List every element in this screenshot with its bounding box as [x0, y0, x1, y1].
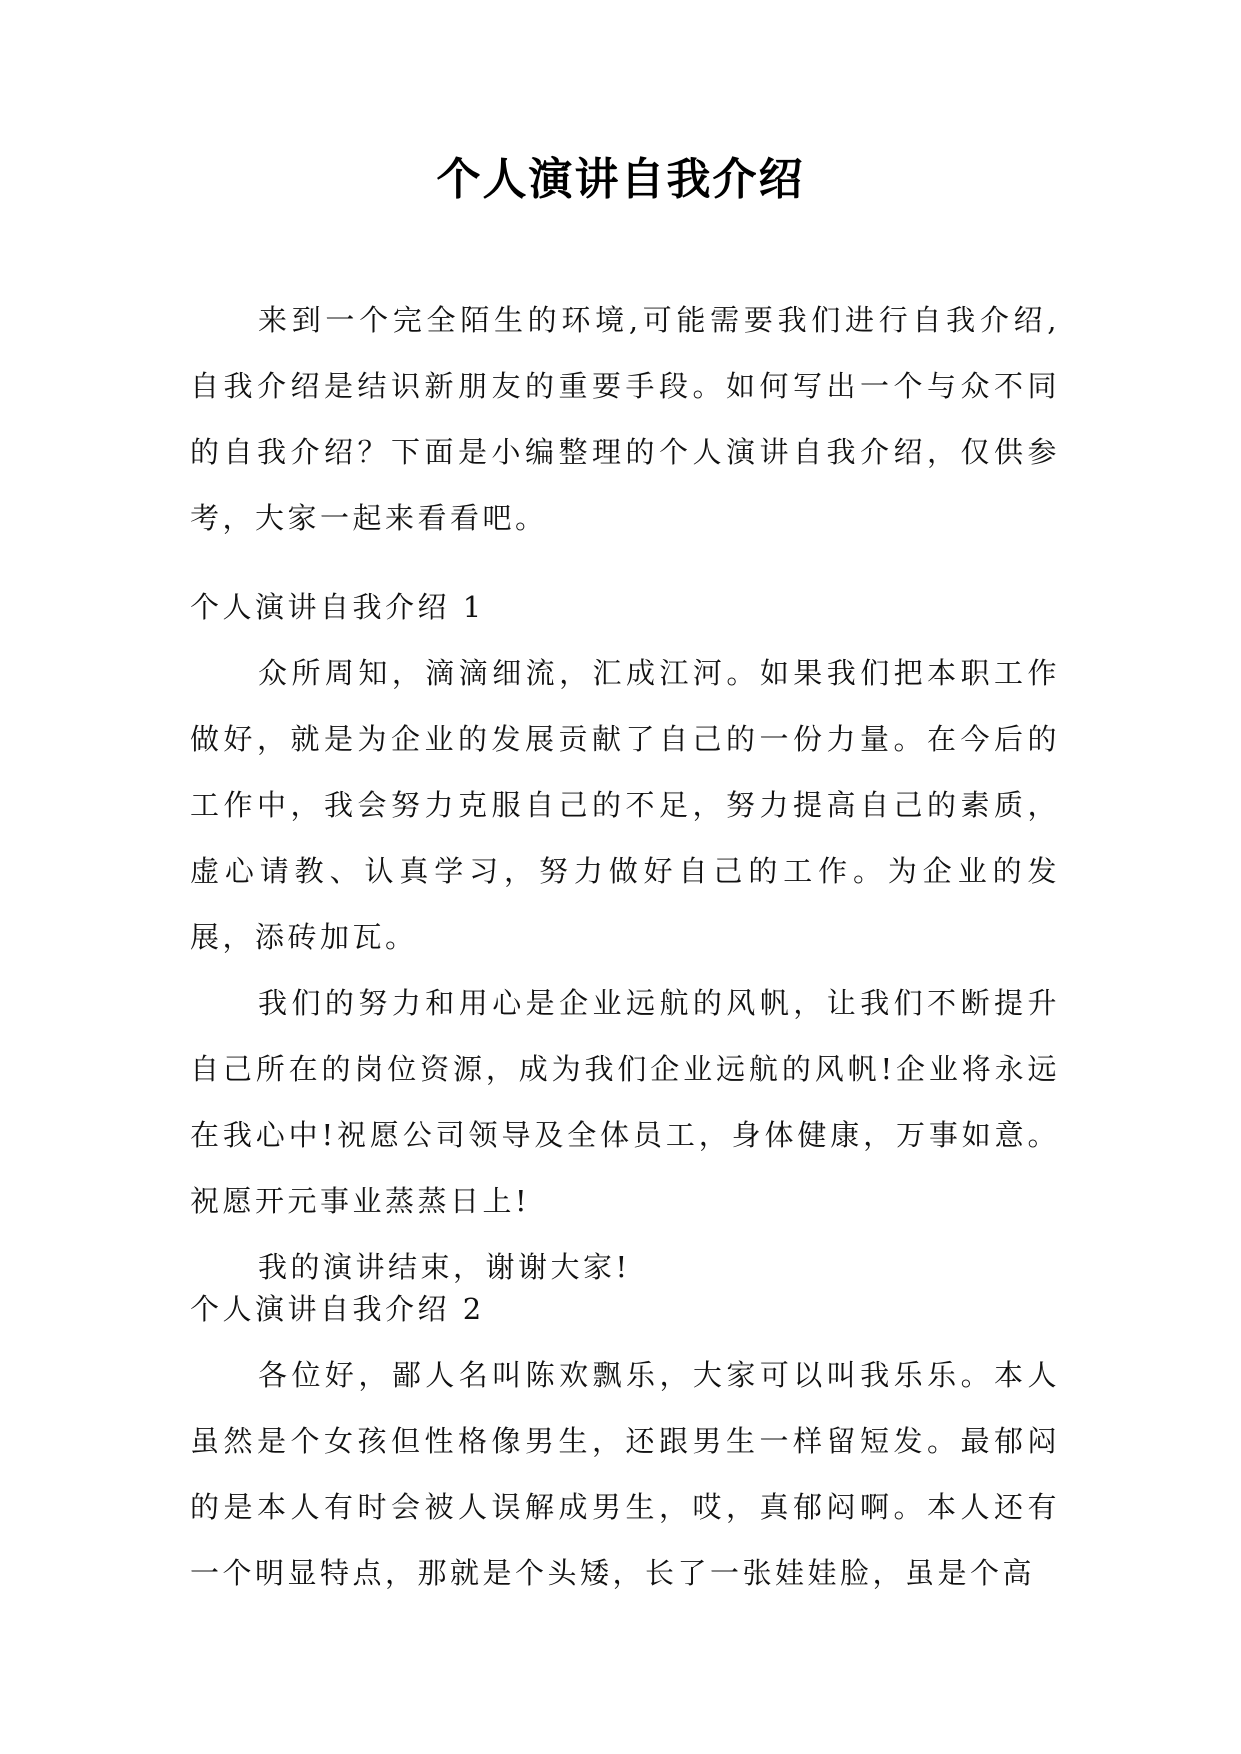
- section-paragraph: 我的演讲结束，谢谢大家!: [258, 1250, 631, 1284]
- section-paragraph: 我们的努力和用心是企业远航的风帆，让我们不断提升自己所在的岗位资源，成为我们企业远航的风帆!企业将永远在我心中!祝愿公司领导及全体员工，身体健康，万事如意。祝愿开元事业蒸蒸日上!: [190, 986, 1060, 1218]
- section-paragraph: 各位好，鄙人名叫陈欢飘乐，大家可以叫我乐乐。本人虽然是个女孩但性格像男生，还跟男生一样留短发。最郁闷的是本人有时会被人误解成男生，哎，真郁闷啊。本人还有一个明显特点，那就是个头矮，长了一张娃娃脸，虽是个高: [190, 1358, 1060, 1590]
- intro-paragraph: 来到一个完全陌生的环境,可能需要我们进行自我介绍,自我介绍是结识新朋友的重要手段。如何写出一个与众不同的自我介绍？下面是小编整理的个人演讲自我介绍，仅供参考，大家一起来看看吧。: [190, 303, 1060, 535]
- intro-block: [190, 287, 1060, 551]
- section-2: [190, 1276, 1060, 1606]
- section-paragraph: 众所周知，滴滴细流，汇成江河。如果我们把本职工作做好，就是为企业的发展贡献了自己的一份力量。在今后的工作中，我会努力克服自己的不足，努力提高自己的素质，虚心请教、认真学习，努力做好自己的工作。为企业的发展，添砖加瓦。: [190, 656, 1060, 954]
- section-heading: 个人演讲自我介绍 1: [190, 590, 485, 624]
- section-1: [190, 574, 1060, 1300]
- section-heading: 个人演讲自我介绍 2: [190, 1292, 485, 1326]
- document-title: 个人演讲自我介绍: [436, 154, 805, 205]
